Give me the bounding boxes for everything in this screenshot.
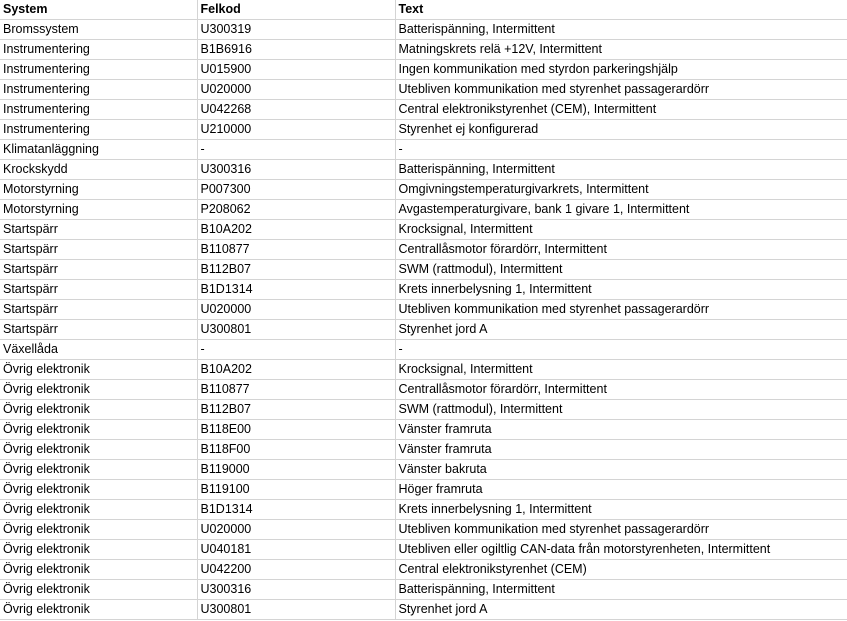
cell-text: Batterispänning, Intermittent <box>395 160 847 180</box>
cell-felkod: B119000 <box>197 460 395 480</box>
cell-system: Motorstyrning <box>0 180 197 200</box>
cell-text: - <box>395 340 847 360</box>
cell-felkod: U300319 <box>197 20 395 40</box>
cell-system: Instrumentering <box>0 80 197 100</box>
cell-felkod: U020000 <box>197 80 395 100</box>
cell-system: Startspärr <box>0 220 197 240</box>
cell-felkod: - <box>197 340 395 360</box>
cell-felkod: B10A202 <box>197 220 395 240</box>
table-row <box>0 240 847 260</box>
cell-text: Styrenhet jord A <box>395 320 847 340</box>
table-row <box>0 100 847 120</box>
table-row <box>0 60 847 80</box>
header-system: System <box>0 0 197 20</box>
cell-felkod: U042268 <box>197 100 395 120</box>
table-row <box>0 540 847 560</box>
cell-text: - <box>395 140 847 160</box>
cell-felkod: U300316 <box>197 160 395 180</box>
cell-system: Övrig elektronik <box>0 560 197 580</box>
cell-text: Styrenhet jord A <box>395 600 847 620</box>
cell-system: Instrumentering <box>0 100 197 120</box>
header-text: Text <box>395 0 847 20</box>
cell-system: Krockskydd <box>0 160 197 180</box>
table-row <box>0 600 847 620</box>
cell-text: Vänster bakruta <box>395 460 847 480</box>
table-row <box>0 320 847 340</box>
cell-text: Utebliven kommunikation med styrenhet passagerardörr <box>395 520 847 540</box>
cell-text: SWM (rattmodul), Intermittent <box>395 260 847 280</box>
cell-felkod: B118F00 <box>197 440 395 460</box>
cell-text: Omgivningstemperaturgivarkrets, Intermittent <box>395 180 847 200</box>
table-row <box>0 180 847 200</box>
cell-system: Övrig elektronik <box>0 420 197 440</box>
cell-felkod: U015900 <box>197 60 395 80</box>
cell-system: Startspärr <box>0 300 197 320</box>
cell-felkod: P208062 <box>197 200 395 220</box>
table-row <box>0 420 847 440</box>
table-row <box>0 280 847 300</box>
cell-text: Krocksignal, Intermittent <box>395 360 847 380</box>
cell-felkod: B10A202 <box>197 360 395 380</box>
table-row <box>0 340 847 360</box>
table-row <box>0 500 847 520</box>
table-row <box>0 220 847 240</box>
cell-text: Utebliven kommunikation med styrenhet passagerardörr <box>395 300 847 320</box>
cell-felkod: B112B07 <box>197 260 395 280</box>
cell-felkod: U300801 <box>197 320 395 340</box>
cell-system: Instrumentering <box>0 40 197 60</box>
cell-felkod: B1D1314 <box>197 500 395 520</box>
cell-felkod: U300801 <box>197 600 395 620</box>
table-row <box>0 80 847 100</box>
cell-text: Ingen kommunikation med styrdon parkeringshjälp <box>395 60 847 80</box>
cell-system: Bromssystem <box>0 20 197 40</box>
cell-system: Klimatanläggning <box>0 140 197 160</box>
table-row <box>0 560 847 580</box>
cell-felkod: U020000 <box>197 300 395 320</box>
cell-felkod: P007300 <box>197 180 395 200</box>
cell-text: Styrenhet ej konfigurerad <box>395 120 847 140</box>
cell-system: Övrig elektronik <box>0 440 197 460</box>
table-row <box>0 120 847 140</box>
cell-text: Höger framruta <box>395 480 847 500</box>
cell-text: Batterispänning, Intermittent <box>395 20 847 40</box>
cell-text: Avgastemperaturgivare, bank 1 givare 1, Intermittent <box>395 200 847 220</box>
cell-text: Utebliven eller ogiltlig CAN-data från motorstyrenheten, Intermittent <box>395 540 847 560</box>
cell-system: Övrig elektronik <box>0 400 197 420</box>
table-row <box>0 520 847 540</box>
cell-system: Övrig elektronik <box>0 540 197 560</box>
cell-felkod: U040181 <box>197 540 395 560</box>
cell-system: Övrig elektronik <box>0 480 197 500</box>
cell-text: SWM (rattmodul), Intermittent <box>395 400 847 420</box>
cell-felkod: B110877 <box>197 380 395 400</box>
cell-text: Batterispänning, Intermittent <box>395 580 847 600</box>
table-row <box>0 140 847 160</box>
table-row <box>0 360 847 380</box>
cell-system: Övrig elektronik <box>0 580 197 600</box>
cell-text: Centrallåsmotor förardörr, Intermittent <box>395 380 847 400</box>
cell-system: Instrumentering <box>0 120 197 140</box>
cell-text: Vänster framruta <box>395 420 847 440</box>
cell-text: Krets innerbelysning 1, Intermittent <box>395 500 847 520</box>
table-row <box>0 400 847 420</box>
cell-system: Motorstyrning <box>0 200 197 220</box>
cell-text: Vänster framruta <box>395 440 847 460</box>
header-felkod: Felkod <box>197 0 395 20</box>
table-body <box>0 20 847 620</box>
cell-text: Krets innerbelysning 1, Intermittent <box>395 280 847 300</box>
table-row <box>0 300 847 320</box>
cell-felkod: U300316 <box>197 580 395 600</box>
table-row <box>0 260 847 280</box>
cell-system: Övrig elektronik <box>0 500 197 520</box>
cell-system: Startspärr <box>0 260 197 280</box>
cell-text: Krocksignal, Intermittent <box>395 220 847 240</box>
cell-system: Startspärr <box>0 280 197 300</box>
table-row <box>0 20 847 40</box>
cell-text: Utebliven kommunikation med styrenhet passagerardörr <box>395 80 847 100</box>
cell-system: Startspärr <box>0 240 197 260</box>
cell-system: Instrumentering <box>0 60 197 80</box>
cell-text: Centrallåsmotor förardörr, Intermittent <box>395 240 847 260</box>
cell-felkod: U210000 <box>197 120 395 140</box>
cell-felkod: B118E00 <box>197 420 395 440</box>
cell-system: Växellåda <box>0 340 197 360</box>
cell-system: Övrig elektronik <box>0 520 197 540</box>
table-row <box>0 40 847 60</box>
cell-text: Central elektronikstyrenhet (CEM) <box>395 560 847 580</box>
cell-system: Startspärr <box>0 320 197 340</box>
table-row <box>0 460 847 480</box>
cell-felkod: B1B6916 <box>197 40 395 60</box>
cell-system: Övrig elektronik <box>0 460 197 480</box>
cell-system: Övrig elektronik <box>0 380 197 400</box>
cell-felkod: B110877 <box>197 240 395 260</box>
table-row <box>0 440 847 460</box>
table-row <box>0 200 847 220</box>
cell-felkod: - <box>197 140 395 160</box>
cell-felkod: B1D1314 <box>197 280 395 300</box>
cell-system: Övrig elektronik <box>0 360 197 380</box>
table-row <box>0 380 847 400</box>
table-row <box>0 580 847 600</box>
header-row <box>0 0 847 20</box>
cell-felkod: U042200 <box>197 560 395 580</box>
table-row <box>0 160 847 180</box>
cell-system: Övrig elektronik <box>0 600 197 620</box>
table-row <box>0 480 847 500</box>
cell-text: Central elektronikstyrenhet (CEM), Intermittent <box>395 100 847 120</box>
cell-text: Matningskrets relä +12V, Intermittent <box>395 40 847 60</box>
cell-felkod: B112B07 <box>197 400 395 420</box>
cell-felkod: U020000 <box>197 520 395 540</box>
cell-felkod: B119100 <box>197 480 395 500</box>
